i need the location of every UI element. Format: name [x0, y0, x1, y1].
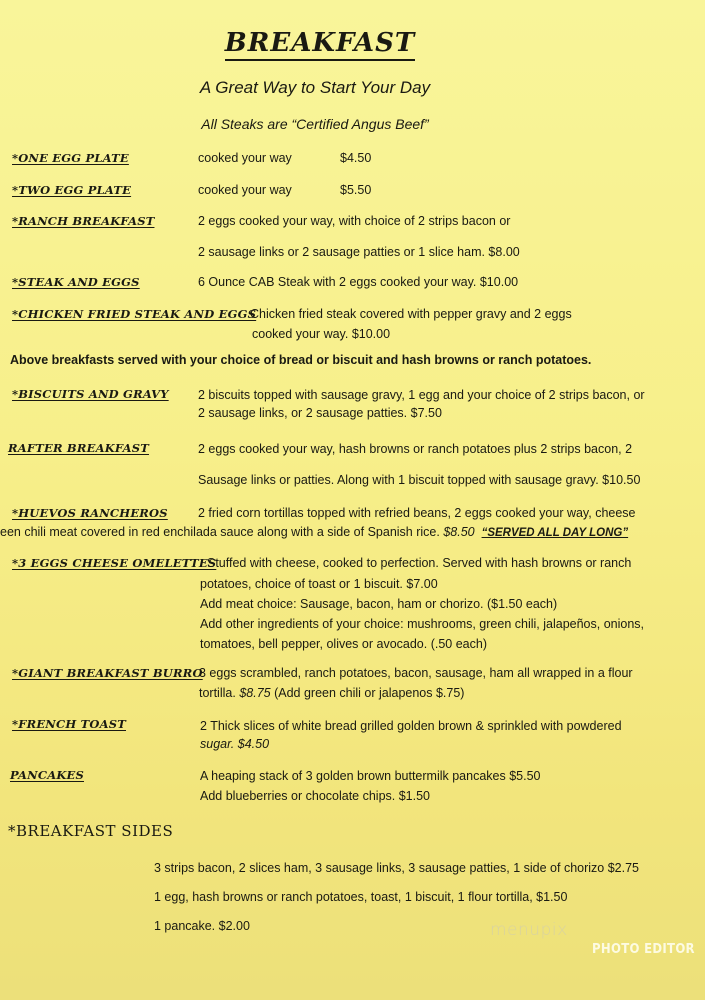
item-desc-rafter-breakfast-line1: 2 eggs cooked your way, hash browns or ranch potatoes plus 2 strips bacon, 2: [198, 442, 633, 456]
photo-editor-watermark: PHOTO EDITOR: [592, 942, 695, 957]
item-desc-two-egg-plate: cooked your way: [198, 183, 292, 197]
item-desc-huevos-rancheros-line1: 2 fried corn tortillas topped with refried beans, 2 eggs cooked your way, cheese: [198, 506, 636, 520]
item-name-pancakes: PANCAKES: [10, 768, 84, 782]
sides-line-3: 1 pancake. $2.00: [154, 919, 250, 933]
item-desc-biscuits-and-gravy-line1: 2 biscuits topped with sausage gravy, 1 egg and your choice of 2 strips bacon, or: [198, 388, 645, 402]
item-desc-omelettes-line1: Stuffed with cheese, cooked to perfection. Served with hash browns or ranch: [207, 556, 632, 570]
item-desc-biscuits-and-gravy-line2: 2 sausage links, or 2 sausage patties. $7.50: [198, 406, 442, 420]
above-breakfasts-note: Above breakfasts served with your choice of bread or biscuit and hash browns or ranch potatoes.: [10, 353, 592, 367]
menu-title: BREAKFAST: [0, 28, 640, 58]
huevos-desc-text: een chili meat covered in red enchilada sauce along with a side of Spanish rice.: [0, 525, 440, 539]
item-desc-omelettes-line5: tomatoes, bell pepper, olives or avocado. (.50 each): [200, 637, 487, 651]
item-desc-pancakes-line2: Add blueberries or chocolate chips. $1.50: [200, 789, 431, 803]
item-desc-omelettes-line2: potatoes, choice of toast or 1 biscuit. $7.00: [200, 577, 438, 591]
item-name-rafter-breakfast: RAFTER BREAKFAST: [8, 441, 149, 455]
item-desc-steak-and-eggs: 6 Ounce CAB Steak with 2 eggs cooked your way. $10.00: [198, 275, 519, 289]
burro-desc-text: tortilla.: [199, 686, 236, 700]
item-desc-pancakes-line1: A heaping stack of 3 golden brown buttermilk pancakes $5.50: [200, 769, 541, 783]
item-name-one-egg-plate: *ONE EGG PLATE: [12, 151, 129, 165]
item-desc-huevos-rancheros-line2: [0, 523, 628, 542]
sides-line-2: 1 egg, hash browns or ranch potatoes, toast, 1 biscuit, 1 flour tortilla, $1.50: [154, 890, 568, 904]
item-name-chicken-fried-steak: *CHICKEN FRIED STEAK AND EGGS: [12, 307, 257, 321]
item-name-steak-and-eggs: *STEAK AND EGGS: [12, 275, 140, 289]
item-name-huevos-rancheros: *HUEVOS RANCHEROS: [12, 506, 168, 520]
item-desc-chicken-fried-steak-line1: Chicken fried steak covered with pepper gravy and 2 eggs: [250, 307, 572, 321]
sides-line-1: 3 strips bacon, 2 slices ham, 3 sausage links, 3 sausage patties, 1 side of chorizo $2.75: [154, 861, 639, 875]
item-name-ranch-breakfast: *RANCH BREAKFAST: [12, 214, 155, 228]
item-price-one-egg-plate: $4.50: [340, 151, 372, 165]
item-name-biscuits-and-gravy: *BISCUITS AND GRAVY: [12, 387, 169, 401]
item-desc-one-egg-plate: cooked your way: [198, 151, 292, 165]
item-name-two-egg-plate: *TWO EGG PLATE: [12, 183, 132, 197]
steak-note: All Steaks are “Certified Angus Beef”: [201, 116, 429, 132]
item-desc-omelettes-line4: Add other ingredients of your choice: mushrooms, green chili, jalapeños, onions,: [200, 617, 645, 631]
item-price-two-egg-plate: $5.50: [340, 183, 372, 197]
burro-addon: (Add green chili or jalapenos $.75): [274, 686, 465, 700]
sides-heading: *BREAKFAST SIDES: [8, 822, 174, 840]
item-desc-french-toast-line1: 2 Thick slices of white bread grilled golden brown & sprinkled with powdered: [200, 719, 622, 733]
menupix-watermark: menupix: [490, 920, 568, 940]
item-desc-ranch-breakfast-line1: 2 eggs cooked your way, with choice of 2 strips bacon or: [198, 214, 511, 228]
item-name-giant-breakfast-burro: *GIANT BREAKFAST BURRO: [12, 666, 203, 680]
item-desc-chicken-fried-steak-line2: cooked your way. $10.00: [252, 327, 391, 341]
burro-price: $8.75: [239, 686, 271, 700]
item-name-cheese-omelettes: *3 EGGS CHEESE OMELETTES: [12, 556, 217, 570]
item-desc-rafter-breakfast-line2: Sausage links or patties. Along with 1 biscuit topped with sausage gravy. $10.50: [198, 473, 641, 487]
item-desc-burro-line2: [199, 684, 464, 702]
item-desc-burro-line1: 3 eggs scrambled, ranch potatoes, bacon, sausage, ham all wrapped in a flour: [199, 666, 633, 680]
huevos-price: $8.50: [443, 525, 475, 539]
item-desc-ranch-breakfast-line2: 2 sausage links or 2 sausage patties or 1 slice ham. $8.00: [198, 245, 520, 259]
menu-subtitle: A Great Way to Start Your Day: [199, 78, 431, 97]
item-desc-omelettes-line3: Add meat choice: Sausage, bacon, ham or chorizo. ($1.50 each): [200, 597, 558, 611]
served-all-day-tag: “SERVED ALL DAY LONG”: [481, 527, 629, 539]
item-desc-french-toast-line2: sugar. $4.50: [200, 737, 270, 751]
item-name-french-toast: *FRENCH TOAST: [12, 717, 126, 731]
